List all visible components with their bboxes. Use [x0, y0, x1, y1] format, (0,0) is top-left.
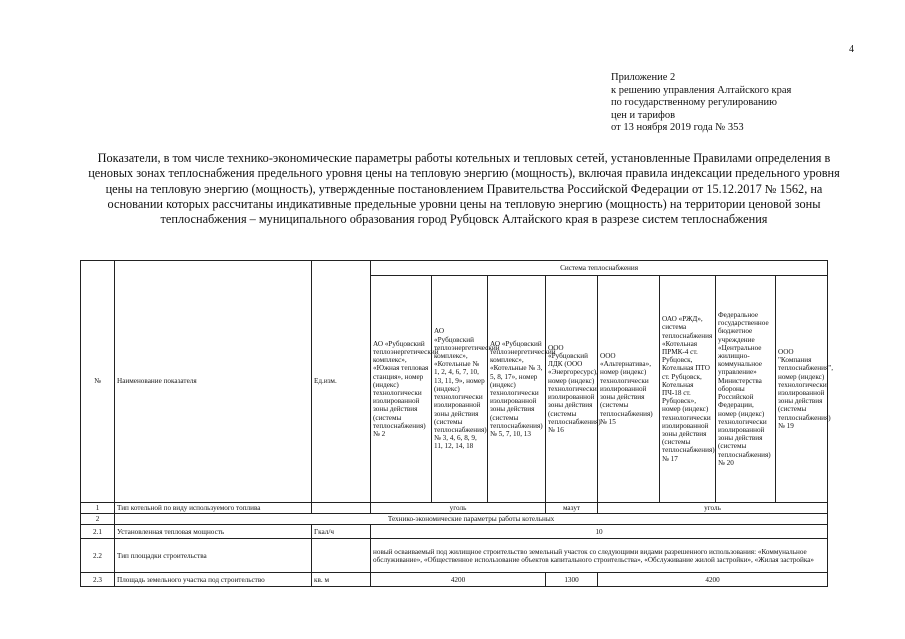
table-row: [81, 503, 828, 514]
row-value: уголь: [371, 503, 546, 514]
table-section-row: [81, 514, 828, 525]
appendix-line: к решению управления Алтайского края: [611, 84, 792, 96]
header-unit: Ед.изм.: [312, 261, 371, 503]
row-no: 1: [81, 503, 115, 514]
document-title: Показатели, в том числе технико-экономические параметры работы котельных и тепловых сетей, установленные Правилами определения в ценовых зонах теплоснабжения предельного уровня цены на тепловую энергию (мощность), включая правила индексации предельного уровня цены на тепловую энергию (мощность), утвержденные постановлением Правительства Российской Федерации от 15.12.2017 № 1562, на основании которых рассчитаны индикативные предельные уровни цены на тепловую энергию (мощность) на территории ценовой зоны теплоснабжения – муниципального образования город Рубцовск Алтайского края в разрезе систем теплоснабжения: [88, 151, 840, 227]
row-value: мазут: [546, 503, 598, 514]
row-no: 2: [81, 514, 115, 525]
row-name: Тип площадки строительства: [115, 539, 312, 573]
section-title: Технико-экономические параметры работы котельных: [115, 514, 828, 525]
row-value: уголь: [598, 503, 828, 514]
page-number: 4: [849, 44, 854, 55]
table-header-row: [81, 261, 828, 276]
org-header: АО «Рубцовский теплоэнергетический комплекс», «Котельные № 1, 2, 4, 6, 7, 10, 13, 11, 9», номер (индекс) технологически изолированной зоны действия (системы теплоснабжения) № 3, 4, 6, 8, 9, 11, 12, 14, 18: [432, 276, 488, 503]
row-unit: Гкал/ч: [312, 525, 371, 539]
header-name: Наименование показателя: [115, 261, 312, 503]
org-header: ООО «Альтернатива», номер (индекс) технологически изолированной зоны действия (системы теплоснабжения) № 15: [598, 276, 660, 503]
header-system: Система теплоснабжения: [371, 261, 828, 276]
row-value: 4200: [371, 573, 546, 587]
appendix-line: Приложение 2: [611, 72, 676, 83]
row-value: 4200: [598, 573, 828, 587]
org-header: ООО "Компания теплоснабжения", номер (индекс) технологически изолированной зоны действия (системы теплоснабжения) № 19: [776, 276, 828, 503]
indicators-table: [80, 260, 834, 587]
row-no: 2.2: [81, 539, 115, 573]
table-row: [81, 525, 828, 539]
header-no: №: [81, 261, 115, 503]
org-header: АО «Рубцовский теплоэнергетический комплекс», «Южная тепловая станция», номер (индекс) технологически изолированной зоны действия (системы теплоснабжения) № 2: [371, 276, 432, 503]
org-header: АО «Рубцовский теплоэнергетический комплекс», «Котельные № 3, 5, 8, 17», номер (индекс) технологически изолированной зоны действия (системы теплоснабжения) № 5, 7, 10, 13: [488, 276, 546, 503]
org-header: ООО «Рубцовский ЛДК (ООО «Энергоресурс), номер (индекс) технологически изолированной зоны действия (системы теплоснабжения) № 16: [546, 276, 598, 503]
appendix-line: цен и тарифов: [611, 109, 676, 121]
row-unit: [312, 539, 371, 573]
row-value: 1300: [546, 573, 598, 587]
row-name: Тип котельной по виду используемого топлива: [115, 503, 312, 514]
row-unit: кв. м: [312, 573, 371, 587]
table-row: [81, 539, 828, 573]
row-unit: [312, 503, 371, 514]
row-no: 2.1: [81, 525, 115, 539]
appendix-header: [611, 72, 791, 135]
table-row: [81, 573, 828, 587]
appendix-line: от 13 ноября 2019 года № 353: [611, 122, 744, 133]
row-value: 10: [371, 525, 828, 539]
org-header: ОАО «РЖД», система теплоснабжения «Котельная ПРМК-4 ст. Рубцовск, Котельная ПТО ст. Рубцовск, Котельная ПЧ-18 ст. Рубцовск», номер (индекс) технологически изолированной зоны действия (системы теплоснабжения) № 17: [660, 276, 716, 503]
org-header: Федеральное государственное бюджетное учреждение «Центральное жилищно-коммунальное управление» Министерства обороны Российской Федерации, номер (индекс) технологически изолированной зоны действия (системы теплоснабжения) № 20: [716, 276, 776, 503]
row-no: 2.3: [81, 573, 115, 587]
row-name: Установленная тепловая мощность: [115, 525, 312, 539]
appendix-line: по государственному регулированию: [611, 97, 777, 108]
row-value: новый осваиваемый под жилищное строительство земельный участок со следующими видами разрешенного использования: «Коммунальное обслуживание», «Общественное использование объектов капитального строительства», «Обслуживание жилой застройки», «Жилая застройка»: [371, 539, 828, 573]
row-name: Площадь земельного участка под строительство: [115, 573, 312, 587]
